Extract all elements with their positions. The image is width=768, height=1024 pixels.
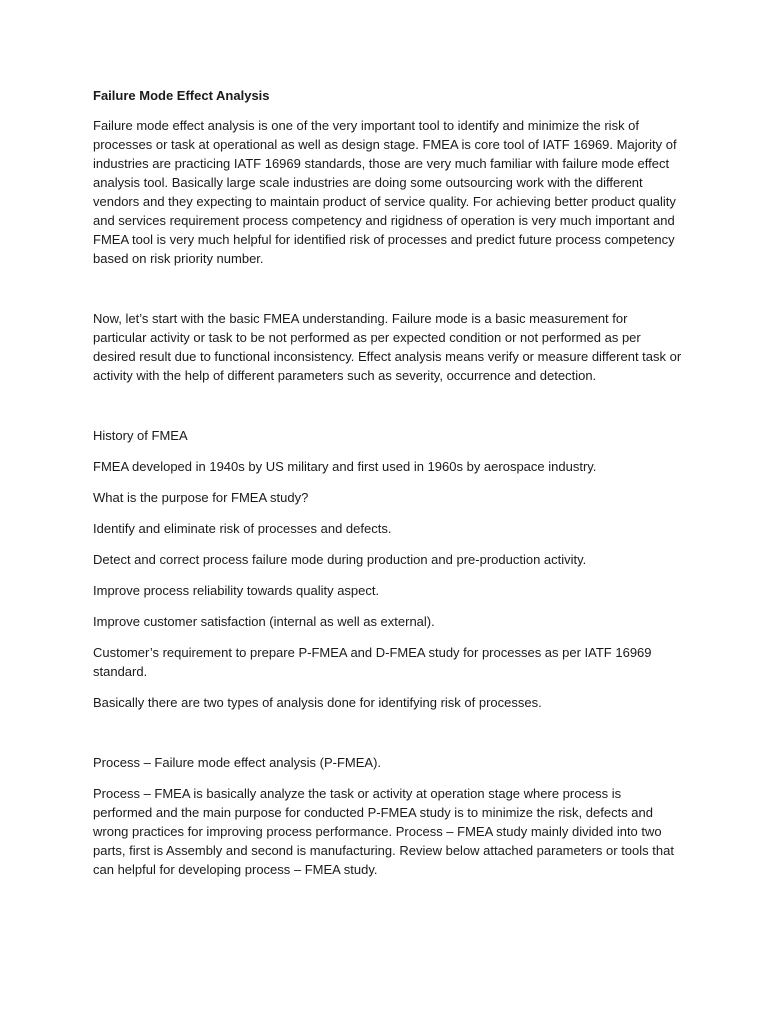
pfmea-paragraph: Process – FMEA is basically analyze the task or activity at operation stage where process is performed and the main purpose for conducted P-FMEA study is to minimize the risk, defects and wrong practices for improving process performance. Process – FMEA study mainly divided into two parts, first is Assembly and second is manufacturing. Review below attached parameters or tools that can helpful for developing process – FMEA study. [93, 786, 674, 877]
purpose-item: Detect and correct process failure mode during production and pre-production activity. [93, 552, 587, 567]
types-paragraph: Basically there are two types of analysis done for identifying risk of processes. [93, 695, 542, 710]
spacer [93, 280, 683, 309]
history-heading: History of FMEA [93, 428, 188, 443]
purpose-item: Identify and eliminate risk of processes and defects. [93, 521, 392, 536]
history-paragraph: FMEA developed in 1940s by US military and first used in 1960s by aerospace industry. [93, 459, 597, 474]
spacer [93, 724, 683, 753]
document-body [93, 86, 683, 891]
purpose-item: Customer’s requirement to prepare P-FMEA and D-FMEA study for processes as per IATF 16969 standard. [93, 645, 652, 679]
intro-paragraph: Failure mode effect analysis is one of the very important tool to identify and minimize the risk of processes or task at operational as well as design stage. FMEA is core tool of IATF 16969. Majority of industries are practicing IATF 16969 standards, those are very much familiar with failure mode effect analysis tool. Basically large scale industries are doing some outsourcing work with the different vendors and they expecting to maintain product of service quality. For achieving better product quality and services requirement process competency and rigidness of operation is very much important and FMEA tool is very much helpful for identified risk of processes and predict future process competency based on risk priority number. [93, 118, 677, 266]
pfmea-heading: Process – Failure mode effect analysis (P-FMEA). [93, 755, 382, 770]
document-title: Failure Mode Effect Analysis [93, 88, 270, 103]
spacer [93, 397, 683, 426]
purpose-item: Improve process reliability towards quality aspect. [93, 583, 380, 598]
understanding-paragraph: Now, let’s start with the basic FMEA understanding. Failure mode is a basic measurement for particular activity or task to be not performed as per expected condition or not performed as per desired result due to functional inconsistency. Effect analysis means verify or measure different task or activity with the help of different parameters such as severity, occurrence and detection. [93, 311, 682, 383]
purpose-heading: What is the purpose for FMEA study? [93, 490, 309, 505]
purpose-item: Improve customer satisfaction (internal as well as external). [93, 614, 435, 629]
